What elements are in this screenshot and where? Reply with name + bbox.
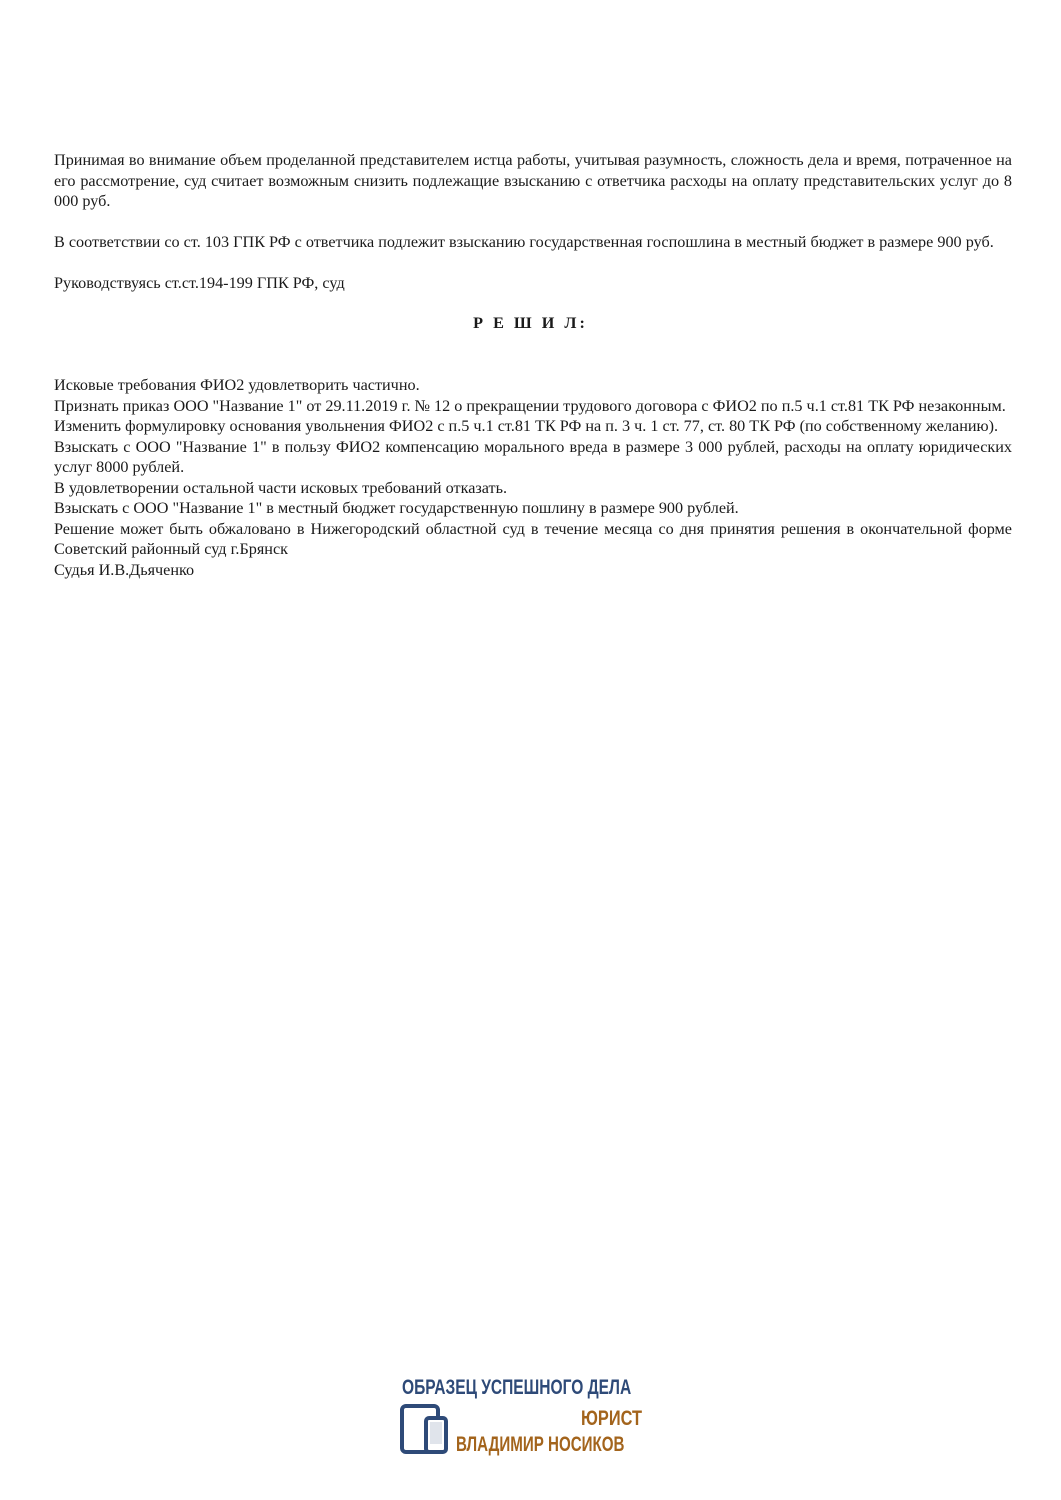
paragraph-state-duty: В соответствии со ст. 103 ГПК РФ с ответчика подлежит взысканию государственная госпошлина в местный бюджет в размере 900 руб. bbox=[54, 233, 994, 251]
decision-line-claims-partially: Исковые требования ФИО2 удовлетворить частично. bbox=[54, 376, 420, 394]
judge-signature: Судья И.В.Дьяченко bbox=[54, 560, 195, 579]
intro-section bbox=[54, 150, 1012, 212]
decision-line-appeal: Решение может быть обжаловано в Нижегородский областной суд в течение месяца со дня принятия решения в окончательной форме Советский районный суд г.Брянск bbox=[54, 519, 1012, 558]
decision-line-state-duty: Взыскать с ООО "Название 1" в местный бюджет государственную пошлину в размере 900 рублей. bbox=[54, 499, 739, 517]
logo-title: ОБРАЗЕЦ УСПЕШНОГО ДЕЛА bbox=[402, 1376, 632, 1399]
decision-heading: Р Е Ш И Л: bbox=[473, 314, 588, 332]
logo-subtitle-lawyer: ЮРИСТ bbox=[581, 1407, 643, 1430]
paragraph-representative-costs: Принимая во внимание объем проделанной представителем истца работы, учитывая разумность, сложность дела и время, потраченное на его рассмотрение, суд считает возможным снизить подлежащие взысканию с ответчика расходы на оплату представительских услуг до 8 000 руб. bbox=[54, 151, 1012, 210]
paragraph-guided-by: Руководствуясь ст.ст.194-199 ГПК РФ, суд bbox=[54, 274, 345, 292]
lawyer-logo bbox=[398, 1376, 662, 1458]
logo-subtitle-name: ВЛАДИМИР НОСИКОВ bbox=[456, 1433, 625, 1456]
devices-icon bbox=[400, 1404, 462, 1456]
decision-line-order-unlawful: Признать приказ ООО "Название 1" от 29.11.2019 г. № 12 о прекращении трудового договора с ФИО2 по п.5 ч.1 ст.81 ТК РФ незаконным. bbox=[54, 396, 1006, 415]
decision-line-change-wording: Изменить формулировку основания увольнения ФИО2 с п.5 ч.1 ст.81 ТК РФ на п. 3 ч. 1 ст. 77, ст. 80 ТК РФ (по собственному желанию). bbox=[54, 417, 999, 435]
decision-section bbox=[54, 375, 1012, 580]
decision-line-refuse-rest: В удовлетворении остальной части исковых требований отказать. bbox=[54, 478, 508, 497]
duty-section bbox=[54, 232, 1012, 253]
guided-section bbox=[54, 273, 1012, 294]
decision-line-compensation: Взыскать с ООО "Название 1" в пользу ФИО2 компенсацию морального вреда в размере 3 000 рублей, расходы на оплату юридических услуг 8000 рублей. bbox=[54, 437, 1012, 476]
